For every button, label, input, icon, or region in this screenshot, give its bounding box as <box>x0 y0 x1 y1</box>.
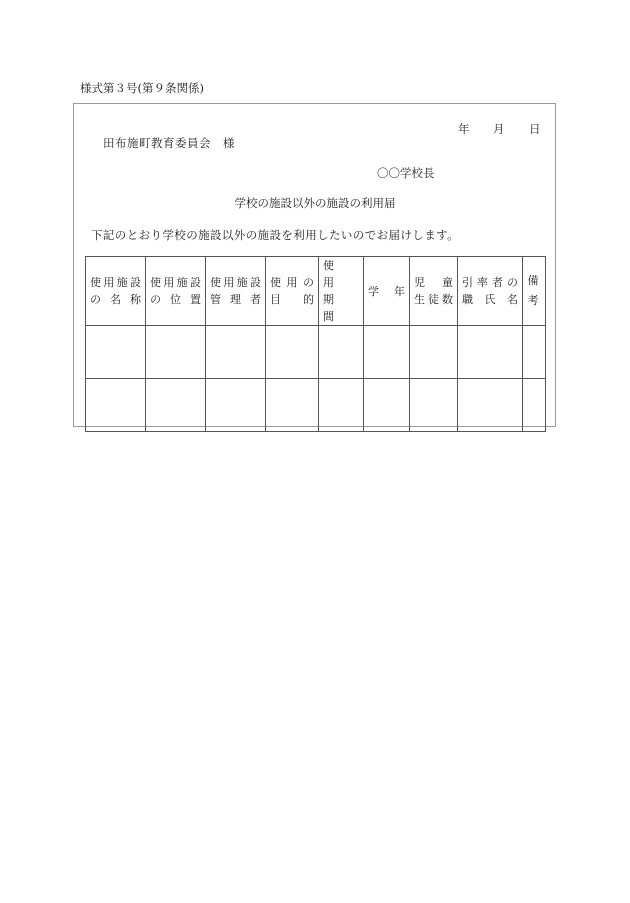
header-text: 備 <box>527 274 541 287</box>
table-cell[interactable] <box>206 326 266 379</box>
header-remarks <box>523 257 546 326</box>
header-student-count <box>410 257 458 326</box>
table-cell[interactable] <box>206 379 266 432</box>
form-number-label: 様式第３号(第９条関係) <box>80 81 204 95</box>
table-cell[interactable] <box>523 326 546 379</box>
table-cell[interactable] <box>86 379 146 432</box>
header-facility-manager <box>206 257 266 326</box>
table-cell[interactable] <box>523 379 546 432</box>
header-text: 目 的 <box>270 293 314 306</box>
table-cell[interactable] <box>458 379 523 432</box>
table-cell[interactable] <box>266 326 319 379</box>
header-text: 使用施設 <box>210 276 261 289</box>
table-row <box>86 326 546 379</box>
header-text: 職 氏 名 <box>462 293 518 306</box>
table-cell[interactable] <box>146 326 206 379</box>
date-day-label: 日 <box>529 122 541 136</box>
table-cell[interactable] <box>319 379 364 432</box>
table-cell[interactable] <box>458 326 523 379</box>
header-usage-period <box>319 257 364 326</box>
header-leader-title-name <box>458 257 523 326</box>
table-cell[interactable] <box>319 326 364 379</box>
table-cell[interactable] <box>146 379 206 432</box>
header-text: 児 童 <box>414 276 453 289</box>
header-facility-name <box>86 257 146 326</box>
table-cell[interactable] <box>364 326 410 379</box>
header-text: 引 率 者 の <box>462 276 518 289</box>
header-facility-location <box>146 257 206 326</box>
document-title: 学校の施設以外の施設の利用届 <box>234 196 396 210</box>
date-month-label: 月 <box>493 122 505 136</box>
table-row <box>86 379 546 432</box>
date-year-label: 年 <box>458 122 470 136</box>
header-text: 考 <box>527 294 541 307</box>
header-text: 使用施設 <box>150 276 201 289</box>
table-cell[interactable] <box>410 379 458 432</box>
table-header-row <box>86 257 546 326</box>
header-text: 管 理 者 <box>210 293 261 306</box>
sender: 〇〇学校長 <box>377 166 435 180</box>
header-text: 使 用 の <box>270 276 314 289</box>
header-text: の 名 称 <box>90 293 141 306</box>
header-usage-purpose <box>266 257 319 326</box>
table-cell[interactable] <box>86 326 146 379</box>
header-text: 使用施設 <box>90 276 141 289</box>
header-text: 学 年 <box>368 284 405 298</box>
usage-table <box>85 256 546 432</box>
header-text: 期 間 <box>323 293 349 323</box>
header-grade <box>364 257 410 326</box>
table-cell[interactable] <box>410 326 458 379</box>
table-cell[interactable] <box>364 379 410 432</box>
body-text: 下記のとおり学校の施設以外の施設を利用したいのでお届けします。 <box>91 228 459 242</box>
header-text: 使 用 <box>323 259 349 289</box>
header-text: 生徒数 <box>414 293 453 306</box>
header-text: の 位 置 <box>150 293 201 306</box>
recipient: 田布施町教育委員会 様 <box>103 136 235 150</box>
table-cell[interactable] <box>266 379 319 432</box>
